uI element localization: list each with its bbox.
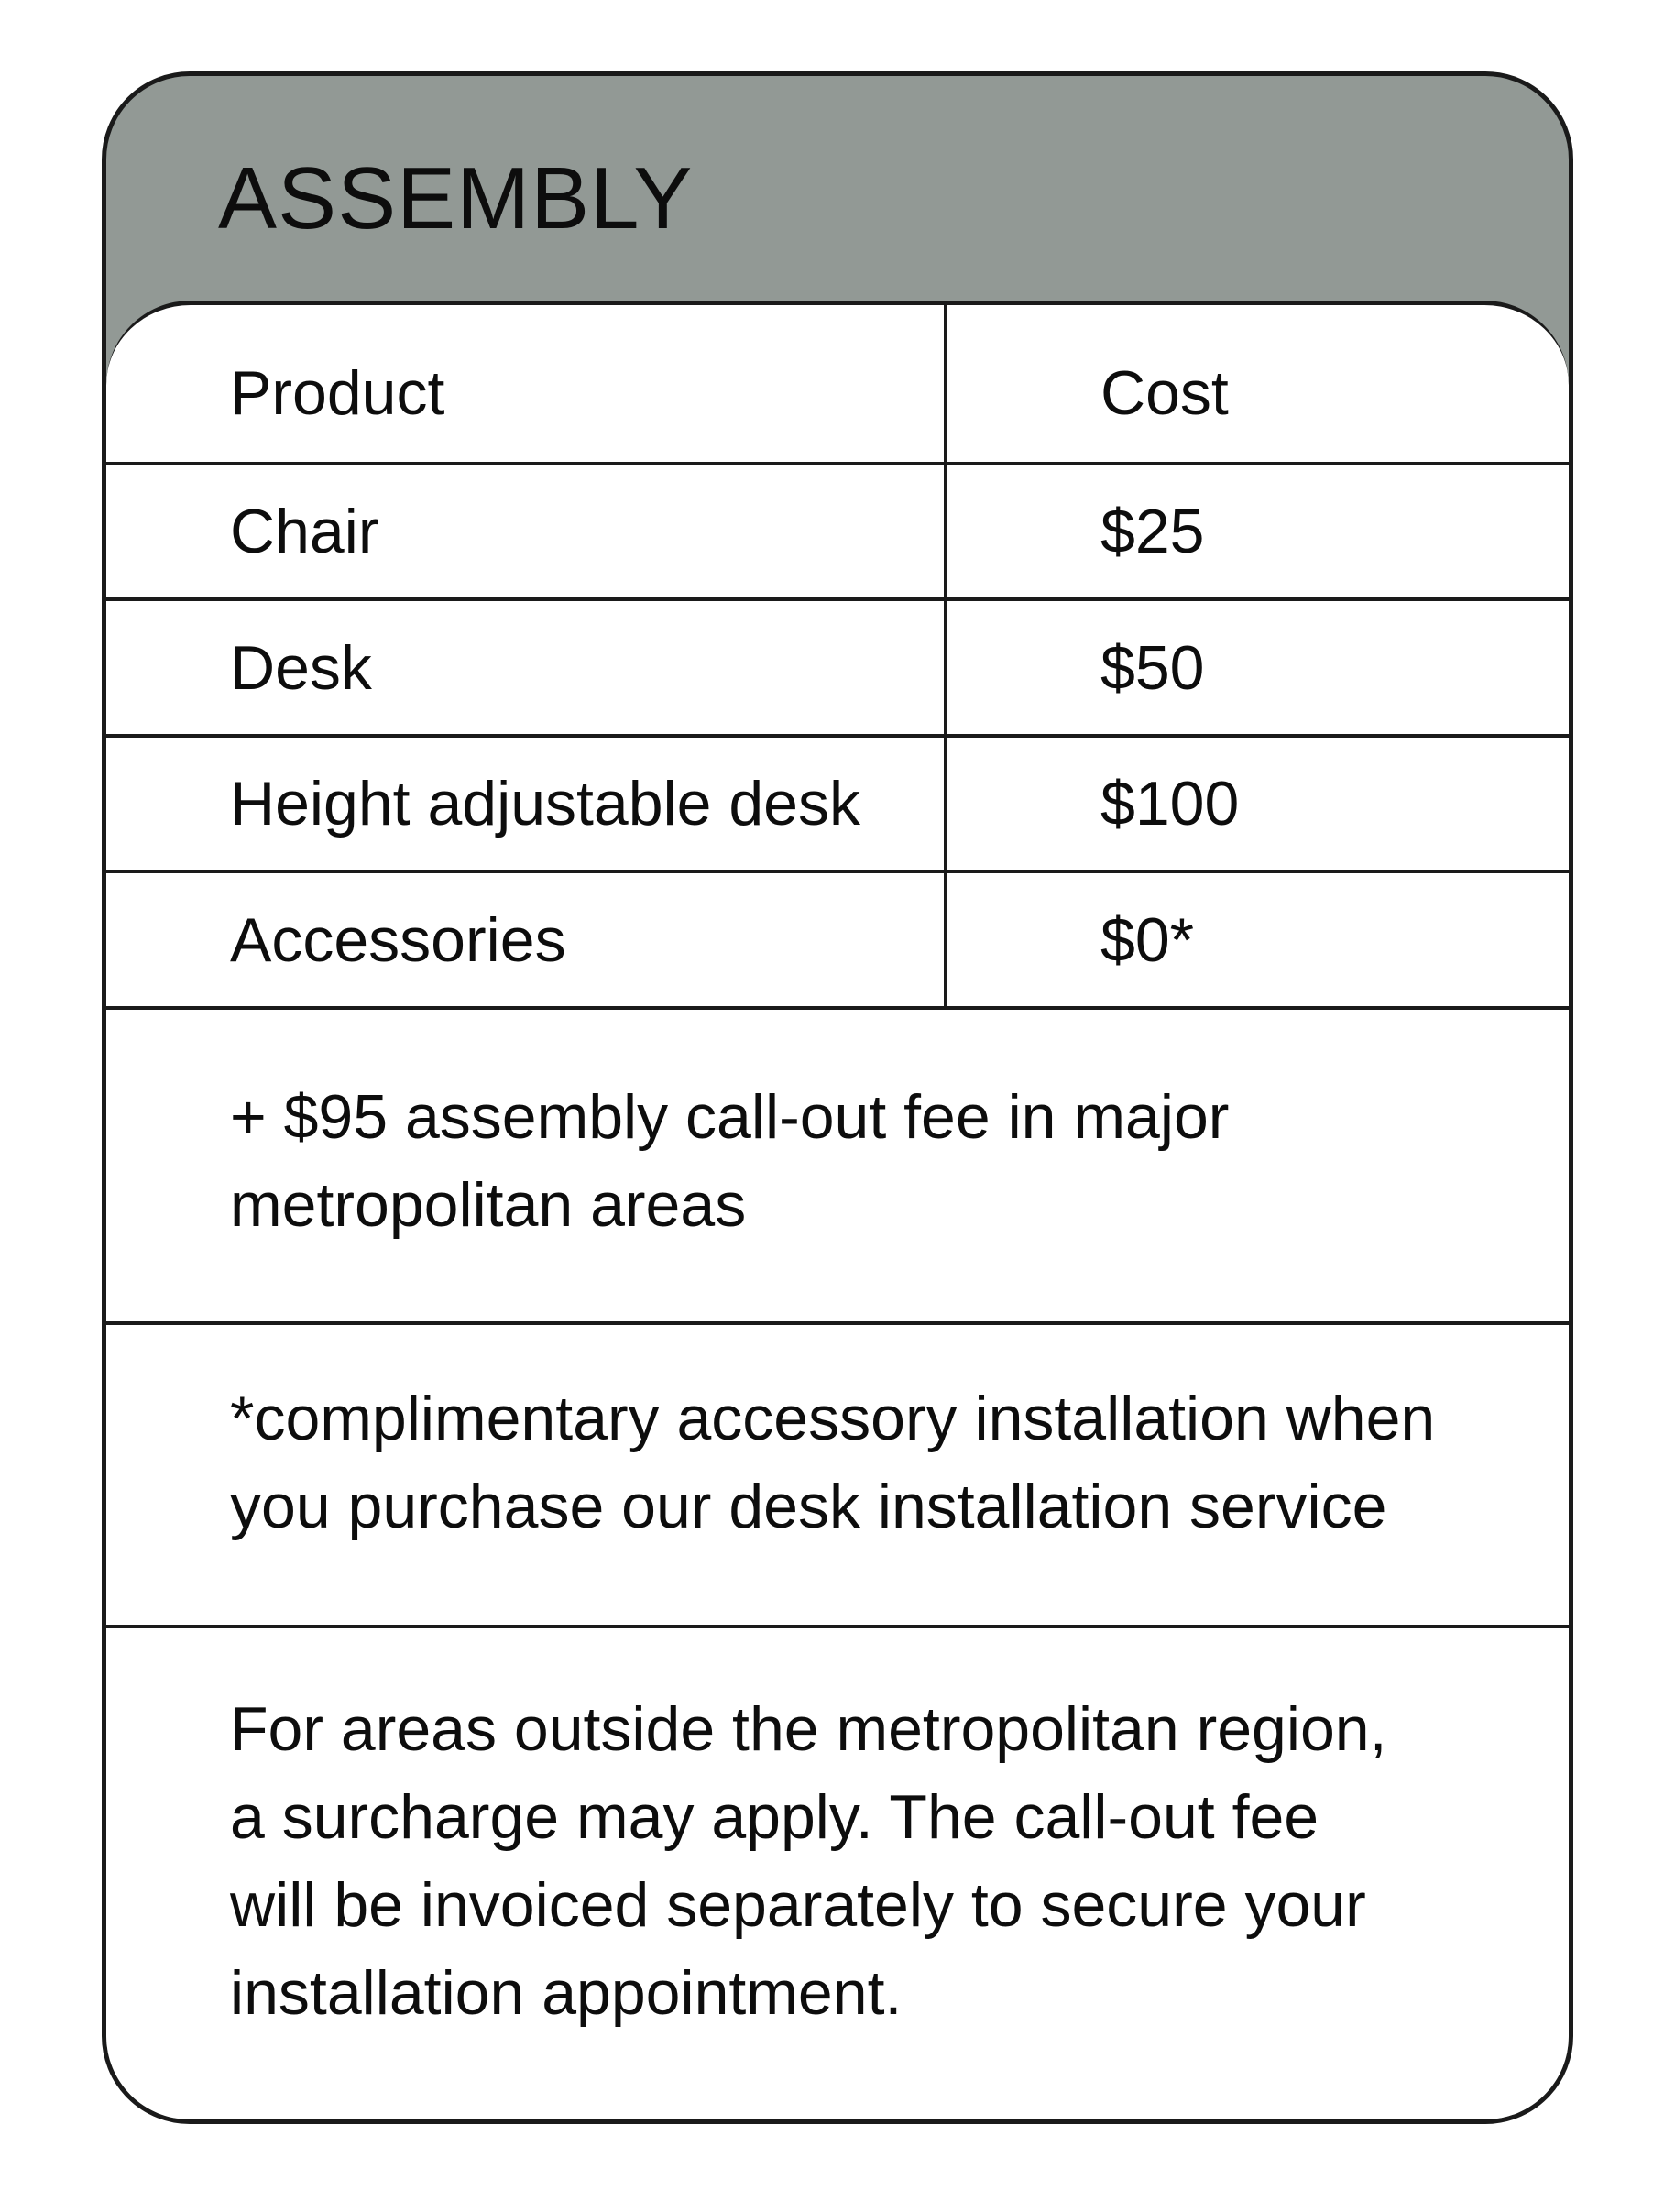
- product-height-adjustable-desk: Height adjustable desk: [230, 769, 861, 838]
- surcharge-line-1: For areas outside the metropolitan region,: [230, 1694, 1387, 1764]
- table-row: [106, 738, 1569, 873]
- callout-fee-note: [106, 1010, 1569, 1325]
- surcharge-line-3: will be invoiced separately to secure your: [230, 1870, 1366, 1940]
- pricing-panel: [106, 301, 1569, 2124]
- callout-fee-line-1: + $95 assembly call-out fee in major: [230, 1082, 1230, 1152]
- table-row: [106, 601, 1569, 738]
- surcharge-line-4: installation appointment.: [230, 1958, 903, 2028]
- table-header-row: [106, 305, 1569, 465]
- cost-desk: $50: [1100, 632, 1205, 703]
- table-row: [106, 873, 1569, 1010]
- surcharge-note: [106, 1628, 1569, 2037]
- surcharge-line-2: a surcharge may apply. The call-out fee: [230, 1782, 1319, 1852]
- callout-fee-line-2: metropolitan areas: [230, 1170, 747, 1240]
- header-product: Product: [230, 357, 445, 428]
- complimentary-note: [106, 1325, 1569, 1628]
- product-desk: Desk: [230, 632, 372, 703]
- product-accessories: Accessories: [230, 904, 566, 975]
- card-title: ASSEMBLY: [218, 149, 694, 247]
- assembly-card: [102, 71, 1573, 2124]
- product-chair: Chair: [230, 497, 379, 566]
- cost-height-adjustable-desk: $100: [1100, 769, 1240, 838]
- header-cost: Cost: [1100, 357, 1229, 428]
- table-row: [106, 465, 1569, 601]
- complimentary-line-2: you purchase our desk installation service: [230, 1472, 1387, 1541]
- cost-chair: $25: [1100, 497, 1205, 566]
- cost-accessories: $0*: [1100, 904, 1195, 975]
- complimentary-line-1: *complimentary accessory installation when: [230, 1384, 1436, 1453]
